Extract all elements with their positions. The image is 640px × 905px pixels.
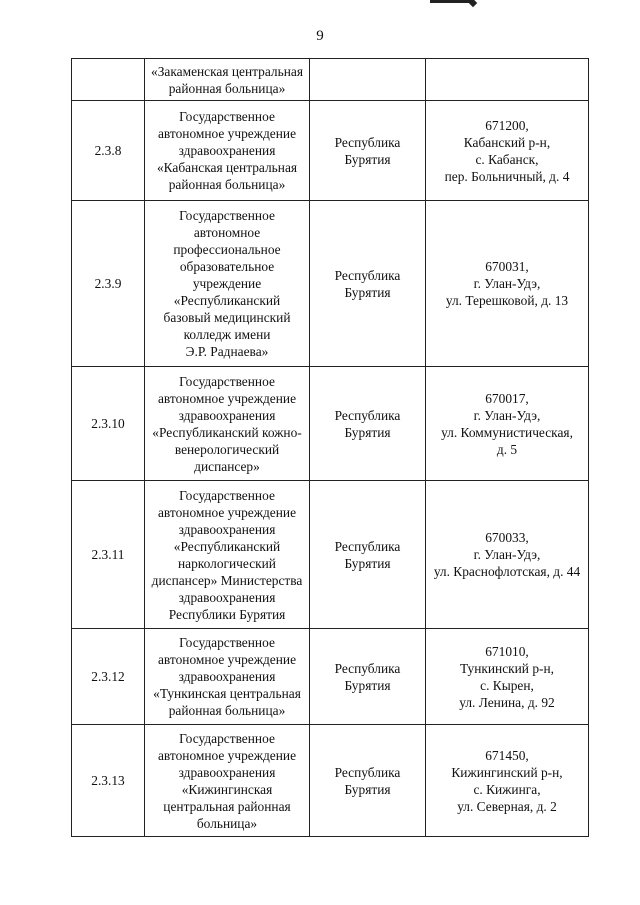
institution-name-line: образовательное	[179, 259, 275, 274]
institution-name-line: «Кижингинская	[181, 781, 273, 797]
institutions-table	[71, 58, 589, 837]
institution-name-line: «Закаменская центральная	[151, 63, 303, 79]
region-cell	[310, 367, 426, 481]
table-row	[72, 367, 589, 481]
institution-name-line: автономное	[193, 225, 261, 240]
institution-name-line: «Республиканский	[173, 293, 281, 308]
institution-name-line: «Республиканский кожно-	[152, 424, 302, 440]
address-line: с. Кырен,	[480, 677, 534, 693]
table-row	[72, 101, 589, 201]
address-line: ул. Коммунистическая,	[441, 424, 573, 440]
institution-name-line: Республики Бурятия	[168, 606, 286, 622]
institution-name-line: Э.Р. Раднаева»	[185, 344, 269, 359]
institution-name-line: автономное учреждение	[157, 747, 297, 763]
region-line: Республика	[334, 134, 401, 150]
region-line: Бурятия	[344, 781, 391, 797]
region-cell	[310, 59, 426, 101]
institution-name-line: автономное учреждение	[157, 390, 297, 406]
institution-name-cell	[145, 367, 310, 481]
institution-name-cell	[145, 201, 310, 367]
row-number-cell: 2.3.12	[72, 629, 145, 725]
institution-name-line: «Республиканский	[173, 538, 281, 554]
address-cell	[426, 725, 589, 837]
region-line: Республика	[334, 660, 401, 676]
scan-mark	[430, 0, 474, 3]
institution-name-line: Государственное	[179, 487, 275, 503]
address-cell	[426, 629, 589, 725]
address-cell	[426, 59, 589, 101]
institution-name-line: базовый медицинский	[163, 310, 291, 325]
institution-name-cell	[145, 481, 310, 629]
address-line: 671200,	[485, 117, 529, 133]
region-cell	[310, 101, 426, 201]
row-number-cell: 2.3.10	[72, 367, 145, 481]
address-line: г. Улан-Удэ,	[473, 276, 541, 291]
institution-name-line: центральная районная	[163, 798, 291, 814]
row-number-cell: 2.3.11	[72, 481, 145, 629]
institution-name-line: наркологический	[178, 555, 276, 571]
institution-name-line: здравоохранения	[178, 143, 276, 158]
institution-name-line: учреждение	[192, 276, 262, 291]
address-line: 670033,	[485, 530, 529, 545]
table-body	[72, 59, 589, 837]
institution-name-line: здравоохранения	[178, 407, 276, 423]
address-line: д. 5	[496, 441, 518, 457]
address-line: г. Улан-Удэ,	[473, 547, 541, 562]
address-line: с. Кижинга,	[473, 781, 541, 797]
address-line: 671010,	[485, 643, 529, 659]
region-line: Бурятия	[344, 151, 391, 167]
table-row	[72, 629, 589, 725]
institution-name-line: здравоохранения	[178, 521, 276, 537]
institution-name-line: колледж имени	[183, 327, 271, 342]
table-row	[72, 481, 589, 629]
institution-name-line: Государственное	[179, 208, 275, 223]
region-line: Республика	[334, 407, 401, 423]
row-number-cell	[72, 59, 145, 101]
institution-name-cell	[145, 629, 310, 725]
institution-name-line: районная больница»	[168, 80, 286, 96]
region-line: Республика	[334, 538, 401, 554]
institution-name-line: Государственное	[179, 635, 275, 650]
institution-name-line: автономное учреждение	[157, 504, 297, 520]
address-line: Кабанский р-н,	[463, 134, 551, 150]
institution-name-line: здравоохранения	[178, 669, 276, 684]
institution-name-line: Государственное	[179, 730, 275, 746]
address-cell	[426, 101, 589, 201]
institution-name-cell	[145, 725, 310, 837]
region-cell	[310, 201, 426, 367]
region-cell	[310, 481, 426, 629]
institution-name-line: Государственное	[179, 109, 275, 124]
page-number: 9	[316, 28, 324, 44]
address-line: ул. Северная, д. 2	[457, 798, 557, 814]
address-line: ул. Ленина, д. 92	[459, 694, 555, 710]
address-line: 671450,	[485, 747, 529, 763]
row-number-cell: 2.3.13	[72, 725, 145, 837]
address-line: Кижингинский р-н,	[451, 764, 563, 780]
institution-name-line: «Тункинская центральная	[153, 686, 301, 701]
region-line: Бурятия	[344, 555, 391, 571]
institution-name-line: профессиональное	[173, 242, 281, 257]
address-line: 670031,	[485, 259, 529, 274]
institution-name-cell	[145, 101, 310, 201]
institution-name-line: районная больница»	[168, 703, 286, 718]
region-line: Бурятия	[344, 424, 391, 440]
address-line: г. Улан-Удэ,	[473, 407, 541, 423]
row-number-cell: 2.3.8	[72, 101, 145, 201]
institution-name-line: Государственное	[179, 373, 275, 389]
row-number-cell: 2.3.9	[72, 201, 145, 367]
region-line: Бурятия	[344, 284, 391, 300]
institution-name-line: венерологический	[174, 441, 280, 457]
address-line: Тункинский р-н,	[459, 660, 554, 676]
table-row	[72, 725, 589, 837]
institution-name-line: диспансер» Министерства	[151, 572, 303, 588]
institution-name-line: автономное учреждение	[157, 126, 297, 141]
region-line: Республика	[334, 764, 401, 780]
address-line: ул. Краснофлотская, д. 44	[433, 564, 581, 579]
region-line: Республика	[334, 267, 401, 283]
institution-name-line: больница»	[196, 815, 258, 831]
region-cell	[310, 629, 426, 725]
address-line: с. Кабанск,	[475, 151, 539, 167]
address-line: ул. Терешковой, д. 13	[445, 293, 569, 308]
institution-name-line: «Кабанская центральная	[156, 160, 298, 175]
institution-name-line: автономное учреждение	[157, 652, 297, 667]
address-line: 670017,	[485, 390, 529, 406]
region-line: Бурятия	[344, 677, 391, 693]
address-cell	[426, 201, 589, 367]
table-row	[72, 59, 589, 101]
institution-name-line: районная больница»	[168, 177, 286, 192]
institution-name-cell	[145, 59, 310, 101]
table-row	[72, 201, 589, 367]
address-cell	[426, 367, 589, 481]
address-line: пер. Больничный, д. 4	[444, 168, 570, 184]
address-cell	[426, 481, 589, 629]
region-cell	[310, 725, 426, 837]
institution-name-line: здравоохранения	[178, 764, 276, 780]
institution-name-line: здравоохранения	[178, 589, 276, 605]
institution-name-line: диспансер»	[194, 458, 260, 474]
